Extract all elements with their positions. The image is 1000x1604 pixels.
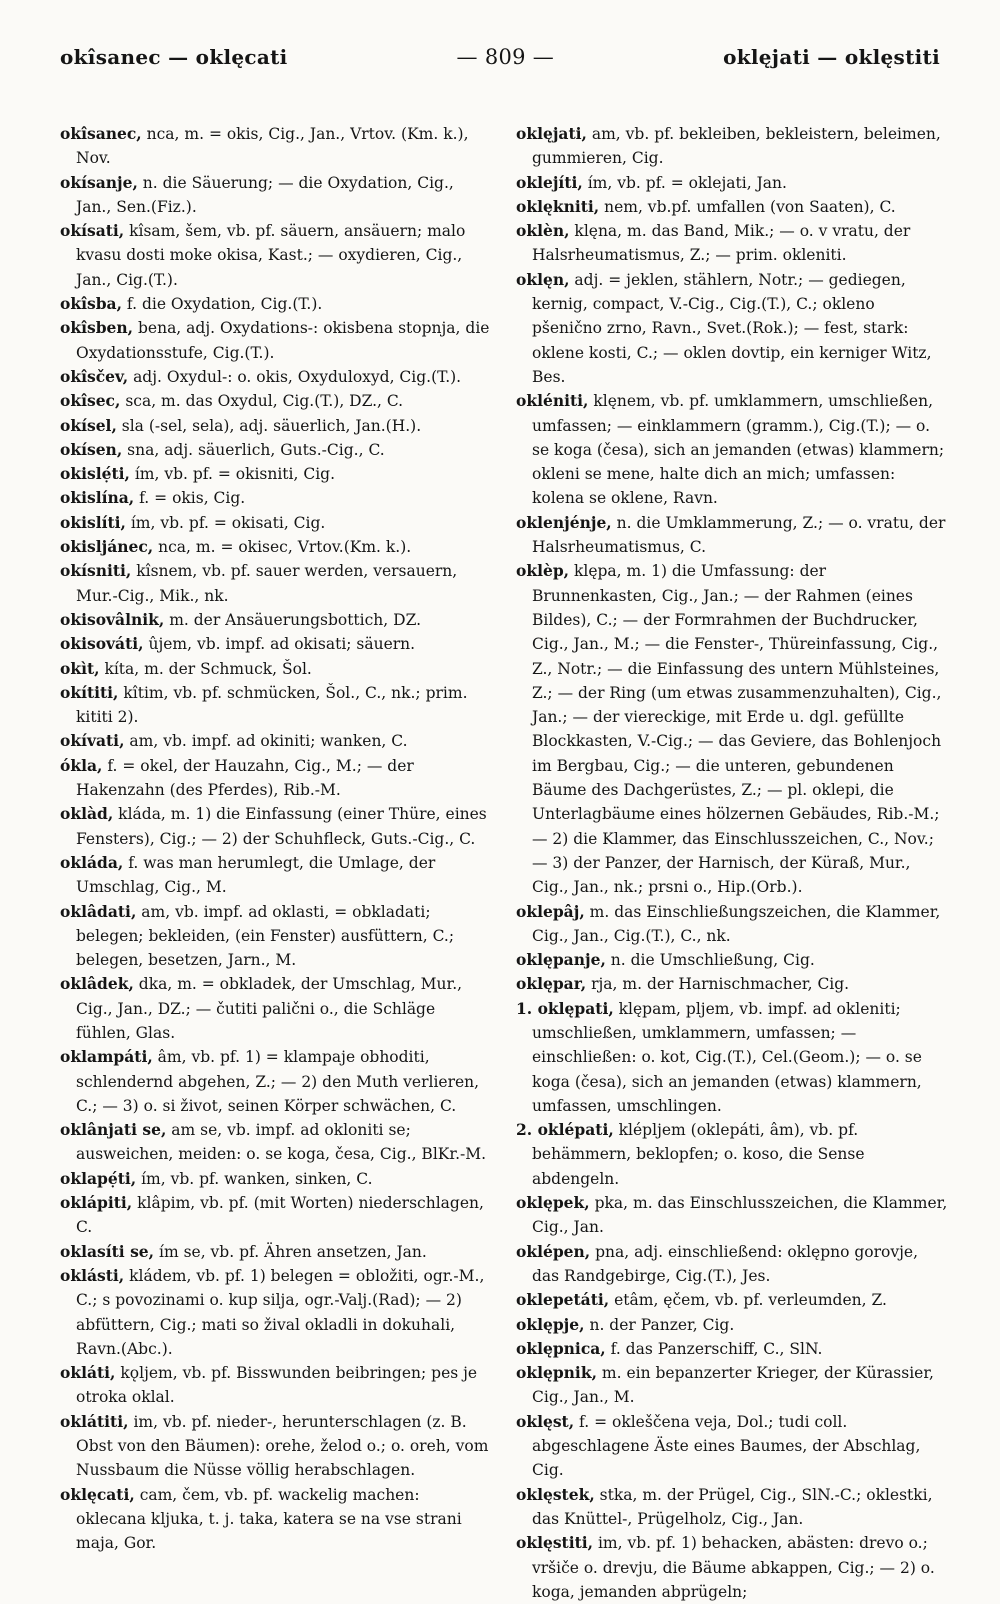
dictionary-entry: [60, 414, 492, 438]
entry-definition: m. das Einschließungszeichen, die Klammer, Cig., Jan., Cig.(T.), C., nk.: [532, 902, 941, 945]
entry-definition: f. das Panzerschiff, C., SlN.: [605, 1339, 823, 1358]
headword: oklapẹ́ti,: [60, 1168, 137, 1188]
right-column: [516, 122, 948, 1604]
headword: oklápiti,: [60, 1193, 133, 1213]
dictionary-entry: [60, 462, 492, 486]
entry-definition: f. die Oxydation, Cig.(T.).: [121, 295, 323, 314]
headword: oklàd,: [60, 804, 114, 824]
dictionary-entry: [60, 511, 492, 535]
entry-definition: kîsam, šem, vb. pf. säuern, ansäuern; malo kvasu dosti moke okisa, Kast.; — oxydieren, Cig., Jan., Cig.(T.).: [76, 222, 466, 289]
dictionary-entry: [60, 729, 492, 753]
header-right-range: oklęjati — oklęstiti: [723, 45, 940, 69]
dictionary-entry: [60, 1167, 492, 1191]
dictionary-entry: [60, 802, 492, 851]
entry-definition: am, vb. impf. ad okiniti; wanken, C.: [124, 732, 408, 751]
dictionary-entry: [60, 365, 492, 389]
entry-definition: sla (-sel, sela), adj. säuerlich, Jan.(H.).: [116, 416, 422, 435]
headword: oklępnica,: [516, 1338, 606, 1358]
headword: okîsčev,: [60, 366, 129, 386]
headword: okislíti,: [60, 512, 126, 532]
headword: oklépen,: [516, 1241, 591, 1261]
entry-definition: m. ein bepanzerter Krieger, der Kürassier, Cig., Jan., M.: [532, 1364, 934, 1407]
headword: oklâdek,: [60, 974, 134, 994]
dictionary-entry: [516, 1288, 948, 1312]
entry-definition: pka, m. das Einschlusszeichen, die Klammer, Cig., Jan.: [532, 1194, 948, 1237]
entry-definition: klâpim, vb. pf. (mit Worten) niederschlagen, C.: [76, 1194, 484, 1237]
dictionary-entry: [60, 754, 492, 803]
entry-definition: m. der Ansäuerungsbottich, DZ.: [164, 610, 421, 629]
dictionary-entry: [516, 1191, 948, 1240]
dictionary-entry: [516, 1361, 948, 1410]
entry-definition: kîtim, vb. pf. schmücken, Šol., C., nk.; prim. kititi 2).: [76, 683, 468, 727]
dictionary-entry: [516, 195, 948, 219]
entry-definition: am se, vb. impf. ad okloniti se; ausweichen, meiden: o. se koga, česa, Cig., BlKr.-M.: [76, 1121, 487, 1164]
headword: oklęn,: [516, 269, 570, 289]
headword: ókla,: [60, 755, 103, 775]
dictionary-entry: [60, 122, 492, 171]
headword: oklęstiti,: [516, 1533, 594, 1553]
entry-definition: adj. = jeklen, stählern, Notr.; — gediegen, kernig, compact, V.-Cig., Cig.(T.), C.; okleno pšenično zrno, Ravn., Svet.(Rok.); — fest, stark: oklene kosti, C.; — oklen dovtip, ein kerniger Witz, Bes.: [532, 270, 932, 386]
dictionary-entry: [60, 1361, 492, 1410]
page-number: — 809 —: [456, 45, 555, 69]
dictionary-entry: [60, 900, 492, 973]
headword: okîsben,: [60, 318, 134, 338]
dictionary-entry: [516, 389, 948, 510]
entry-definition: sna, adj. säuerlich, Guts.-Cig., C.: [122, 440, 385, 459]
entry-definition: rja, m. der Harnischmacher, Cig.: [586, 975, 850, 994]
entry-definition: pna, adj. einschließend: oklępno gorovje, das Randgebirge, Cig.(T.), Jes.: [532, 1242, 919, 1285]
entry-definition: n. die Umschließung, Cig.: [605, 951, 815, 970]
dictionary-entry: [60, 219, 492, 292]
dictionary-entry: [516, 1240, 948, 1289]
dictionary-entry: [516, 1118, 948, 1191]
dictionary-entry: [516, 948, 948, 972]
entry-definition: im, vb. pf. 1) behacken, abästen: drevo o.; vršiče o. drevju, die Bäume abkappen, Cig.; — 2) o. koga, jemanden abprügeln;: [532, 1534, 935, 1601]
headword: oklenjénje,: [516, 512, 612, 532]
headword: oklèp,: [516, 561, 570, 581]
headword: okléniti,: [516, 391, 589, 411]
headword: oklępar,: [516, 974, 587, 994]
headword: oklásti,: [60, 1265, 125, 1285]
headword: okisováti,: [60, 634, 144, 654]
entry-definition: sca, m. das Oxydul, Cig.(T.), DZ., C.: [120, 392, 404, 411]
entry-definition: kládem, vb. pf. 1) belegen = obložiti, ogr.-M., C.; s povozinami o. kup silja, ogr.-Valj.(Rad); — 2) abfüttern, Cig.; mati so žival okladli in dokuhali, Ravn.(Abc.).: [76, 1266, 485, 1358]
dictionary-entry: [60, 486, 492, 510]
dictionary-entry: [60, 657, 492, 681]
dictionary-entry: [516, 559, 948, 899]
dictionary-entry: [60, 1118, 492, 1167]
entry-definition: kláda, m. 1) die Einfassung (einer Thüre, eines Fensters), Cig.; — 2) der Schuhfleck, Guts.-Cig., C.: [76, 805, 487, 848]
entry-definition: n. der Panzer, Cig.: [584, 1315, 735, 1334]
headword: oklęjati,: [516, 124, 587, 143]
dictionary-entry: [60, 1264, 492, 1361]
headword: oklepetáti,: [516, 1290, 610, 1310]
headword: okisljánec,: [60, 537, 154, 557]
dictionary-entry: [60, 316, 492, 365]
entry-definition: n. die Säuerung; — die Oxydation, Cig., Jan., Sen.(Fiz.).: [76, 173, 454, 216]
headword: oklępnik,: [516, 1363, 597, 1383]
headword: oklejíti,: [516, 172, 583, 192]
headword: okítiti,: [60, 682, 119, 702]
headword: okîsba,: [60, 294, 122, 314]
entry-definition: nca, m. = okis, Cig., Jan., Vrtov. (Km. k.), Nov.: [76, 125, 469, 168]
entry-definition: âm, vb. pf. 1) = klampaje obhoditi, schlendernd abgehen, Z.; — 2) den Muth verlieren, C.; — 3) o. si život, seinen Körper schwächen, C.: [76, 1048, 480, 1115]
entry-definition: f. = okel, der Hauzahn, Cig., M.; — der Hakenzahn (des Pferdes), Rib.-M.: [76, 756, 414, 800]
headword: okísniti,: [60, 561, 132, 581]
headword: okîsanec,: [60, 124, 142, 143]
dictionary-entry: [60, 608, 492, 632]
headword: okísati,: [60, 221, 125, 241]
entry-definition: nca, m. = okisec, Vrtov.(Km. k.).: [153, 538, 412, 557]
entry-definition: am, vb. impf. ad oklasti, = obkladati; belegen; bekleiden, (ein Fenster) ausfüttern, C.; belegen, besetzen, Jarn., M.: [76, 902, 455, 970]
headword: oklèn,: [516, 221, 570, 241]
headword: okívati,: [60, 731, 125, 751]
dictionary-entry: [60, 559, 492, 608]
entry-definition: cam, čem, vb. pf. wackelig machen: oklecana kljuka, t. j. taka, katera se na vse strani maja, Gor.: [76, 1485, 462, 1553]
dictionary-entry: [60, 851, 492, 900]
headword: oklępanje,: [516, 950, 606, 970]
dictionary-entry: [516, 1313, 948, 1337]
headword: oklęcati,: [60, 1484, 135, 1504]
entry-definition: n. die Umklammerung, Z.; — o. vratu, der Halsrheumatismus, C.: [532, 513, 946, 557]
entry-definition: am, vb. pf. bekleiben, bekleistern, beleimen, gummieren, Cig.: [532, 125, 941, 168]
headword: oklępek,: [516, 1193, 590, 1213]
entry-definition: kîsnem, vb. pf. sauer werden, versauern, Mur.-Cig., Mik., nk.: [76, 562, 458, 605]
entry-definition: f. = okis, Cig.: [134, 489, 246, 508]
entry-definition: bena, adj. Oxydations-: okisbena stopnja, die Oxydationsstufe, Cig.(T.).: [76, 319, 490, 362]
entry-definition: ím, vb. pf. = okisati, Cig.: [125, 513, 326, 532]
entry-definition: klęnem, vb. pf. umklammern, umschließen, umfassen; — einklammern (gramm.), Cig.(T.); — o. se koga (česa), sich an jemanden (etwas) klammern; okleni se mene, halte dich an mich; umfassen: kolena se oklene, Ravn.: [532, 392, 945, 508]
dictionary-entry: [60, 1240, 492, 1264]
dictionary-entry: [60, 1410, 492, 1483]
headword: oklęstek,: [516, 1484, 595, 1504]
dictionary-entry: [60, 1483, 492, 1556]
entry-definition: ím, vb. pf. = okisniti, Cig.: [129, 465, 336, 484]
dictionary-entry: [516, 171, 948, 195]
entry-definition: ím se, vb. pf. Ähren ansetzen, Jan.: [154, 1242, 427, 1261]
entry-definition: adj. Oxydul-: o. okis, Oxyduloxyd, Cig.(T.).: [128, 367, 462, 386]
dictionary-entry: [60, 1045, 492, 1118]
entry-definition: ím, vb. pf. wanken, sinken, C.: [136, 1169, 373, 1188]
headword: oklátiti,: [60, 1411, 129, 1431]
dictionary-entry: [516, 1410, 948, 1483]
dictionary-entry: [60, 972, 492, 1045]
headword: okísel,: [60, 415, 117, 435]
entry-definition: kíta, m. der Schmuck, Šol.: [99, 659, 312, 678]
dictionary-entry: [516, 511, 948, 560]
headword: okisovâlnik,: [60, 609, 165, 629]
headword: 2. oklépati,: [516, 1120, 614, 1140]
entry-definition: im, vb. pf. nieder-, herunterschlagen (z. B. Obst von den Bäumen): orehe, želod o.; o. oreh, vom Nussbaum die Nüsse völlig herabschlagen.: [76, 1412, 489, 1480]
entry-definition: ím, vb. pf. = oklejati, Jan.: [582, 173, 787, 192]
dictionary-entry: [516, 900, 948, 949]
headword: oklępje,: [516, 1314, 585, 1334]
entry-definition: nem, vb.pf. umfallen (von Saaten), C.: [599, 197, 896, 216]
dictionary-entry: [60, 1191, 492, 1240]
entry-definition: ûjem, vb. impf. ad okisati; säuern.: [143, 635, 416, 654]
entry-definition: klępa, m. 1) die Umfassung: der Brunnenkasten, Cig., Jan.; — der Rahmen (eines Bildes), C.; — der Formrahmen der Buchdrucker, Cig., Jan., M.; — die Fenster-, Thüreinfassung, Cig., Z., Notr.; — die Einfassung des untern Mühlsteines, Z.; — der Ring (um etwas zusammenzuhalten), Cig., Jan.; — der viereckige, mit Erde u. dgl. gefüllte Blockkasten, V.-Cig.; — das Geviere, das Bohlenjoch im Bergbau, Cig.; — die unteren, gebundenen Bäume des Dachgerüstes, Z.; — pl. oklepi, die Unterlagbäume eines hölzernen Gebäudes, Rib.-M.; — 2) die Klammer, das Einschlusszeichen, C., Nov.; — 3) der Panzer, der Harnisch, der Küraß, Mur., Cig., Jan., nk.; prsni o., Hip.(Orb.).: [532, 562, 942, 897]
entry-definition: kǫljem, vb. pf. Bisswunden beibringen; pes je otroka oklal.: [76, 1364, 478, 1407]
dictionary-entry: [60, 171, 492, 220]
headword: oklasíti se,: [60, 1241, 155, 1261]
dictionary-entry: [516, 268, 948, 389]
headword: okislẹ́ti,: [60, 464, 130, 484]
headword: oklânjati se,: [60, 1120, 167, 1140]
entry-definition: klépljem (oklepáti, âm), vb. pf. behämmern, beklopfen; o. koso, die Sense abdengeln.: [532, 1121, 865, 1188]
entry-definition: etâm, ęčem, vb. pf. verleumden, Z.: [609, 1291, 887, 1310]
entry-definition: dka, m. = obkladek, der Umschlag, Mur., Cig., Jan., DZ.; — čutiti palični o., die Schläge fühlen, Glas.: [76, 975, 463, 1042]
headword: okláti,: [60, 1363, 116, 1383]
headword: okislína,: [60, 488, 135, 508]
dictionary-entry: [60, 681, 492, 730]
entry-definition: klęna, m. das Band, Mik.; — o. v vratu, der Halsrheumatismus, Z.; — prim. okleniti.: [532, 222, 911, 265]
dictionary-entry: [516, 1337, 948, 1361]
dictionary-entry: [60, 535, 492, 559]
headword: oklâdati,: [60, 901, 137, 921]
entry-definition: klępam, pljem, vb. impf. ad okleniti; umschließen, umklammern, umfassen; — einschließen: o. kot, Cig.(T.), Cel.(Geom.); — o. se koga (česa), sich an jemanden (etwas) klammern, umfassen, umschlingen.: [532, 999, 922, 1115]
headword: 1. oklępati,: [516, 998, 614, 1018]
dictionary-entry: [516, 219, 948, 268]
dictionary-entry: [60, 389, 492, 413]
left-column: [60, 122, 492, 1556]
running-head: [60, 40, 940, 74]
dictionary-entry: [60, 632, 492, 656]
entry-definition: f. was man herumlegt, die Umlage, der Umschlag, Cig., M.: [76, 853, 436, 897]
dictionary-entry: [516, 1483, 948, 1532]
headword: okîsec,: [60, 391, 121, 411]
entry-definition: f. = okleščena veja, Dol.; tudi coll. abgeschlagene Äste eines Baumes, der Abschlag, Cig.: [532, 1412, 921, 1480]
headword: okìt,: [60, 658, 100, 678]
header-left-range: okîsanec — oklęcati: [60, 45, 288, 69]
dictionary-entry: [516, 122, 948, 171]
headword: oklękniti,: [516, 196, 600, 216]
entry-definition: stka, m. der Prügel, Cig., SlN.-C.; oklestki, das Knüttel-, Prügelholz, Cig., Jan.: [532, 1485, 933, 1528]
headword: okláda,: [60, 852, 124, 872]
dictionary-entry: [60, 438, 492, 462]
headword: oklampáti,: [60, 1047, 153, 1067]
dictionary-entry: [516, 1531, 948, 1604]
headword: oklepâj,: [516, 901, 585, 921]
headword: okísen,: [60, 439, 123, 459]
dictionary-entry: [516, 997, 948, 1118]
dictionary-entry: [60, 292, 492, 316]
dictionary-entry: [516, 972, 948, 996]
headword: okísanje,: [60, 172, 138, 192]
headword: oklęst,: [516, 1411, 575, 1431]
